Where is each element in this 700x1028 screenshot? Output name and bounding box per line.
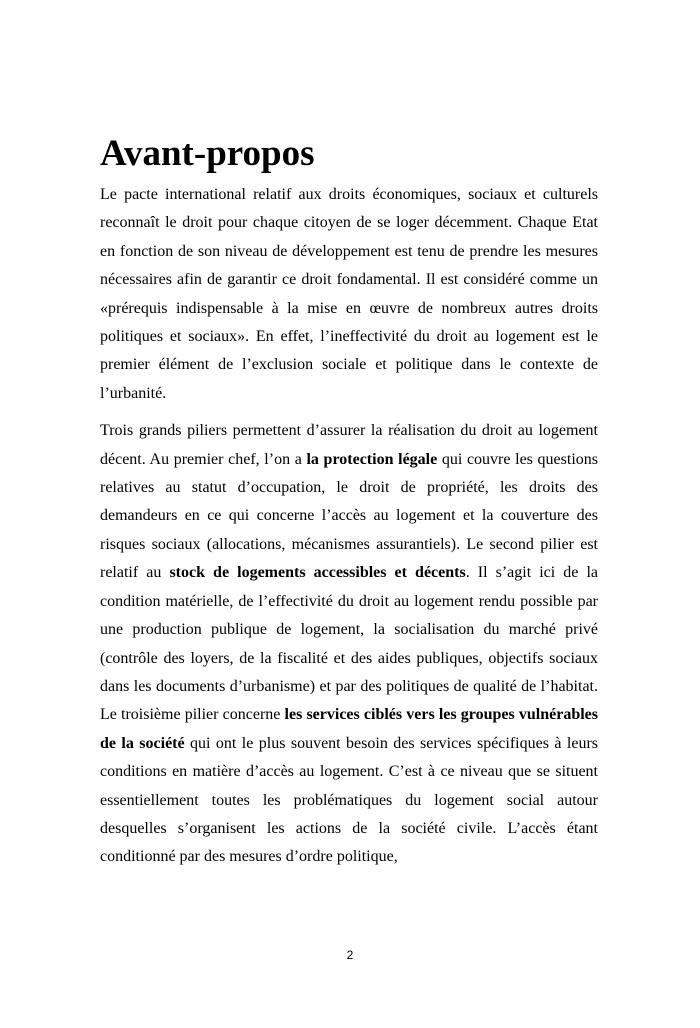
paragraph-2-text: Trois grands piliers permettent d’assurer la réalisation du droit au logement décent. Au premier chef, l’on a <box>100 422 598 468</box>
paragraph-2-text: . Il s’agit ici de la condition matérielle, de l’effectivité du droit au logement rendu possible par une production publique de logement, la socialisation du marché privé (contrôle des loyers, de la fiscalité et des aides publiques, objectifs sociaux dans les documents d’urbanisme) et par des politiques de qualité de l’habitat. Le troisième pilier concerne <box>100 564 599 724</box>
paragraph-1 <box>100 181 598 408</box>
paragraph-2 <box>100 417 598 872</box>
bold-phrase-legal-protection: la protection légale <box>306 450 438 468</box>
paragraph-2-text: qui couvre les questions relatives au statut d’occupation, le droit de propriété, les droits des demandeurs en ce qui concerne l’accès au logement et la couverture des risques sociaux (allocations, mécanismes assurantiels). Le second pilier est relatif au <box>100 450 599 582</box>
page-title: Avant-propos <box>100 133 315 174</box>
bold-phrase-housing-stock: stock de logements accessibles et décents <box>169 564 466 582</box>
document-page <box>100 129 598 881</box>
paragraph-2-text: qui ont le plus souvent besoin des services spécifiques à leurs conditions en matière d’accès au logement. C’est à ce niveau que se situent essentiellement toutes les problématiques du logement social autour desquelles s’organisent les actions de la société civile. L’accès étant conditionné par des mesures d’ordre politique, <box>100 734 598 866</box>
bold-phrase-targeted-services: les services ciblés vers les groupes vulnérables de la société <box>100 706 598 752</box>
page-number: 2 <box>346 948 354 962</box>
paragraph-1-text: Le pacte international relatif aux droits économiques, sociaux et culturels reconnaît le droit pour chaque citoyen de se loger décemment. Chaque Etat en fonction de son niveau de développement est tenu de prendre les mesures nécessaires afin de garantir ce droit fondamental. Il est considéré comme un «prérequis indispensable à la mise en œuvre de nombreux autres droits politiques et sociaux». En effet, l’ineffectivité du droit au logement est le premier élément de l’exclusion sociale et politique dans le contexte de l’urbanité. <box>100 186 598 402</box>
